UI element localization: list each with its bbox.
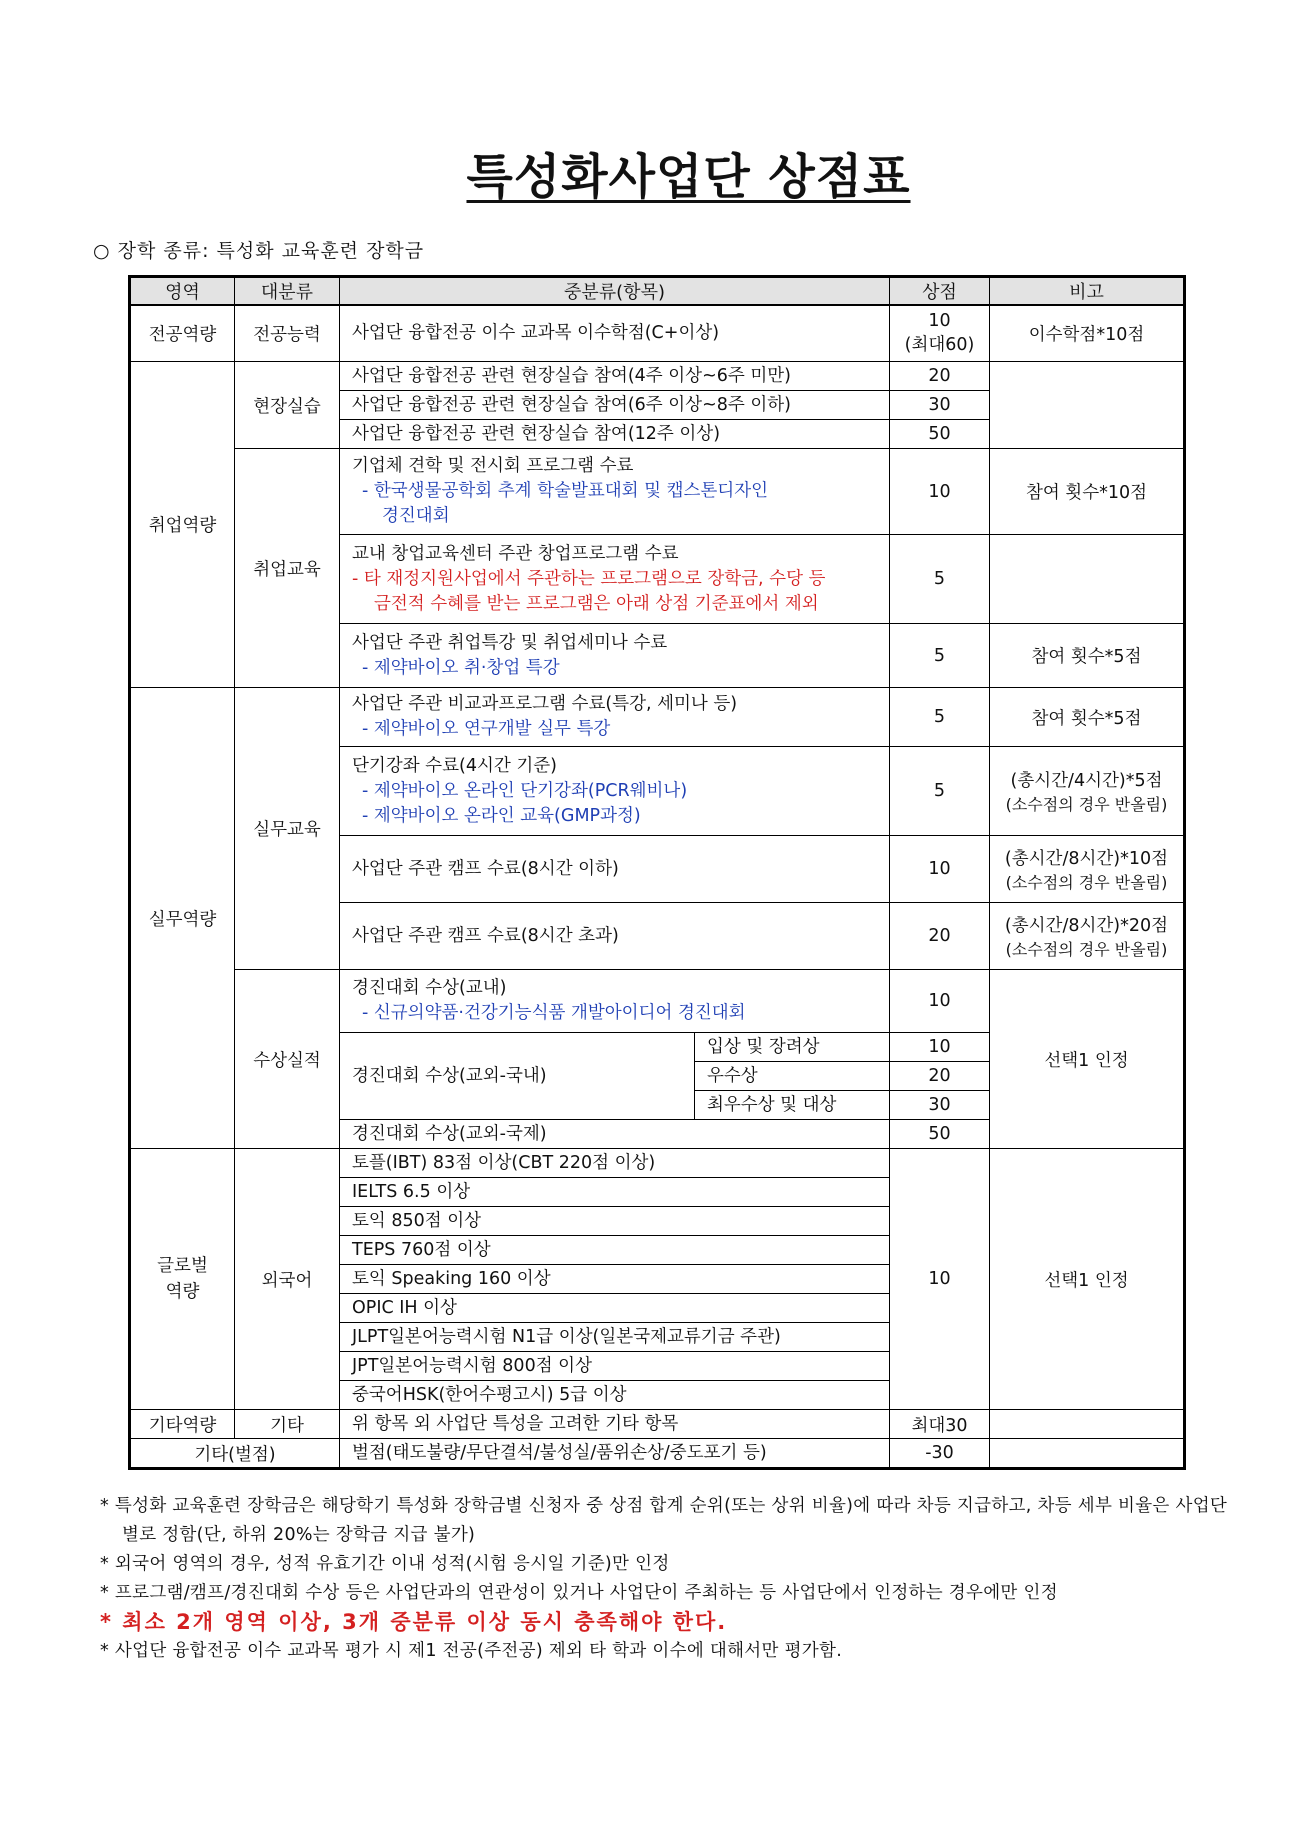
prize-score: 20 <box>890 1062 990 1091</box>
category-language: 외국어 <box>235 1149 340 1410</box>
lang-item: IELTS 6.5 이상 <box>340 1178 890 1207</box>
header-category: 대분류 <box>235 277 340 306</box>
header-note: 비고 <box>990 277 1185 306</box>
header-item: 중분류(항목) <box>340 277 890 306</box>
lang-item: JPT일본어능력시험 800점 이상 <box>340 1352 890 1381</box>
item-penalty: 벌점(태도불량/무단결석/불성실/품위손상/중도포기 등) <box>340 1439 890 1469</box>
score-extracurricular: 5 <box>890 688 990 747</box>
lang-item: 토플(IBT) 83점 이상(CBT 220점 이상) <box>340 1149 890 1178</box>
prize-name: 입상 및 장려상 <box>695 1033 890 1062</box>
table-row <box>130 305 1185 362</box>
item-startup-program-sub2: 금전적 수혜를 받는 프로그램은 아래 상점 기준표에서 제외 <box>374 593 819 614</box>
item-award-domestic: 경진대회 수상(교외-국내) <box>340 1033 695 1120</box>
note-language: 선택1 인정 <box>990 1149 1185 1410</box>
area-penalty: 기타(벌점) <box>130 1439 340 1469</box>
score-language: 10 <box>890 1149 990 1410</box>
note-camp-under-8h-rounding: (소수점의 경우 반올림) <box>1005 873 1168 892</box>
item-award-internal-title: 경진대회 수상(교내) <box>352 978 507 998</box>
footnote-5: * 사업단 융합전공 이수 교과목 평가 시 제1 전공(주전공) 제외 타 학과 이수에 대해서만 평가함. <box>100 1641 843 1661</box>
score-startup-program: 5 <box>890 535 990 624</box>
score-company-tour: 10 <box>890 449 990 535</box>
score-job-lecture: 5 <box>890 624 990 688</box>
item-startup-program <box>340 535 890 624</box>
score-camp-over-8h: 20 <box>890 903 990 970</box>
score-penalty: -30 <box>890 1439 990 1469</box>
note-short-course <box>990 747 1185 836</box>
score-field-practice-2: 30 <box>890 391 990 420</box>
table-row <box>130 1410 1185 1439</box>
item-company-tour-sub1: - 한국생물공학회 추계 학술발표대회 및 캡스톤디자인 <box>362 481 769 501</box>
area-employment: 취업역량 <box>130 362 235 688</box>
item-field-practice-3: 사업단 융합전공 관련 현장실습 참여(12주 이상) <box>340 420 890 449</box>
item-field-practice-2: 사업단 융합전공 관련 현장실습 참여(6주 이상~8주 이하) <box>340 391 890 420</box>
lang-item: OPIC IH 이상 <box>340 1294 890 1323</box>
footnote-1: * 특성화 교육훈련 장학금은 해당학기 특성화 장학금별 신청자 중 상점 합계 순위(또는 상위 비율)에 따라 차등 지급하고, 차등 세부 비율은 사업단별로 정함(단, 하위 20%는 장학금 지급 불가) <box>100 1496 1228 1545</box>
table-row <box>130 970 1185 1033</box>
header-area: 영역 <box>130 277 235 306</box>
score-short-course: 5 <box>890 747 990 836</box>
item-job-lecture-title: 사업단 주관 취업특강 및 취업세미나 수료 <box>352 632 668 653</box>
area-etc: 기타역량 <box>130 1410 235 1439</box>
item-extracurricular-title: 사업단 주관 비교과프로그램 수료(특강, 세미나 등) <box>352 694 738 714</box>
lang-item: 토익 850점 이상 <box>340 1207 890 1236</box>
note-short-course-formula: (총시간/4시간)*5점 <box>1010 771 1163 791</box>
category-practical-edu: 실무교육 <box>235 688 340 970</box>
merit-table <box>128 275 1186 1470</box>
lang-item: 토익 Speaking 160 이상 <box>340 1265 890 1294</box>
lang-item: JLPT일본어능력시험 N1급 이상(일본국제교류기금 주관) <box>340 1323 890 1352</box>
table-row <box>130 449 1185 535</box>
item-company-tour-sub2: 경진대회 <box>382 506 450 526</box>
category-field-practice: 현장실습 <box>235 362 340 449</box>
note-etc <box>990 1410 1185 1439</box>
area-major: 전공역량 <box>130 305 235 362</box>
note-company-tour: 참여 횟수*10점 <box>990 449 1185 535</box>
footnote-2: * 외국어 영역의 경우, 성적 유효기간 이내 성적(시험 응시일 기준)만 인정 <box>100 1554 670 1574</box>
item-camp-over-8h: 사업단 주관 캠프 수료(8시간 초과) <box>340 903 890 970</box>
item-job-lecture <box>340 624 890 688</box>
score-award-internal: 10 <box>890 970 990 1033</box>
item-startup-program-title: 교내 창업교육센터 주관 창업프로그램 수료 <box>352 543 679 564</box>
note-job-lecture: 참여 횟수*5점 <box>990 624 1185 688</box>
scholarship-kind: ○ 장학 종류: 특성화 교육훈련 장학금 <box>93 240 425 262</box>
note-camp-over-8h <box>990 903 1185 970</box>
footnote-4-emphasis: * 최소 2개 영역 이상, 3개 중분류 이상 동시 충족해야 한다. <box>100 1610 728 1634</box>
note-major-credits: 이수학점*10점 <box>990 305 1185 362</box>
footnote-3: * 프로그램/캠프/경진대회 수상 등은 사업단과의 연관성이 있거나 사업단이 주최하는 등 사업단에서 인정하는 경우에만 인정 <box>100 1583 1058 1603</box>
footnotes <box>100 1492 1230 1666</box>
note-extracurricular: 참여 횟수*5점 <box>990 688 1185 747</box>
item-field-practice-1: 사업단 융합전공 관련 현장실습 참여(4주 이상~6주 미만) <box>340 362 890 391</box>
note-camp-over-8h-formula: (총시간/8시간)*20점 <box>1004 916 1169 936</box>
category-etc: 기타 <box>235 1410 340 1439</box>
item-short-course-sub2: - 제약바이오 온라인 교육(GMP과정) <box>362 805 641 826</box>
table-row <box>130 1439 1185 1469</box>
page-title: 특성화사업단 상점표 <box>466 149 911 205</box>
note-penalty <box>990 1439 1185 1469</box>
score-major-credits-value: 10 <box>928 311 951 331</box>
table-row <box>130 362 1185 391</box>
lang-item: 중국어HSK(한어수평고시) 5급 이상 <box>340 1381 890 1410</box>
note-awards: 선택1 인정 <box>990 970 1185 1149</box>
category-awards: 수상실적 <box>235 970 340 1149</box>
score-major-credits-max: (최대60) <box>904 335 975 355</box>
item-short-course-title: 단기강좌 수료(4시간 기준) <box>352 755 557 776</box>
lang-item: TEPS 760점 이상 <box>340 1236 890 1265</box>
category-employment-edu: 취업교육 <box>235 449 340 688</box>
prize-score: 30 <box>890 1091 990 1120</box>
item-award-international: 경진대회 수상(교외-국제) <box>340 1120 890 1149</box>
item-award-internal <box>340 970 890 1033</box>
category-major-ability: 전공능력 <box>235 305 340 362</box>
item-major-credits: 사업단 융합전공 이수 교과목 이수학점(C+이상) <box>340 305 890 362</box>
area-practical: 실무역량 <box>130 688 235 1149</box>
score-field-practice-1: 20 <box>890 362 990 391</box>
note-camp-under-8h <box>990 836 1185 903</box>
area-global: 글로벌 역량 <box>130 1149 235 1410</box>
item-award-internal-sub1: - 신규의약품·건강기능식품 개발아이디어 경진대회 <box>362 1003 746 1023</box>
note-camp-over-8h-rounding: (소수점의 경우 반올림) <box>1005 940 1168 959</box>
item-short-course <box>340 747 890 836</box>
header-score: 상점 <box>890 277 990 306</box>
note-startup-program <box>990 535 1185 624</box>
note-short-course-rounding: (소수점의 경우 반올림) <box>1005 795 1168 814</box>
item-extracurricular-sub1: - 제약바이오 연구개발 실무 특강 <box>362 719 611 739</box>
note-field-practice <box>990 362 1185 449</box>
score-etc: 최대30 <box>890 1410 990 1439</box>
item-etc: 위 항목 외 사업단 특성을 고려한 기타 항목 <box>340 1410 890 1439</box>
item-startup-program-sub1: - 타 재정지원사업에서 주관하는 프로그램으로 장학금, 수당 등 <box>352 568 826 589</box>
table-header-row <box>130 277 1185 306</box>
score-camp-under-8h: 10 <box>890 836 990 903</box>
item-short-course-sub1: - 제약바이오 온라인 단기강좌(PCR웨비나) <box>362 780 688 801</box>
item-company-tour-title: 기업체 견학 및 전시회 프로그램 수료 <box>352 456 634 476</box>
item-company-tour <box>340 449 890 535</box>
prize-score: 10 <box>890 1033 990 1062</box>
note-camp-under-8h-formula: (총시간/8시간)*10점 <box>1004 849 1169 869</box>
item-camp-under-8h: 사업단 주관 캠프 수료(8시간 이하) <box>340 836 890 903</box>
prize-name: 최우수상 및 대상 <box>695 1091 890 1120</box>
score-field-practice-3: 50 <box>890 420 990 449</box>
table-row <box>130 1149 1185 1178</box>
item-job-lecture-sub1: - 제약바이오 취·창업 특강 <box>362 657 560 678</box>
table-row <box>130 688 1185 747</box>
item-extracurricular <box>340 688 890 747</box>
score-major-credits <box>890 305 990 362</box>
merit-table-wrapper <box>128 275 1183 1470</box>
score-award-international: 50 <box>890 1120 990 1149</box>
prize-name: 우수상 <box>695 1062 890 1091</box>
